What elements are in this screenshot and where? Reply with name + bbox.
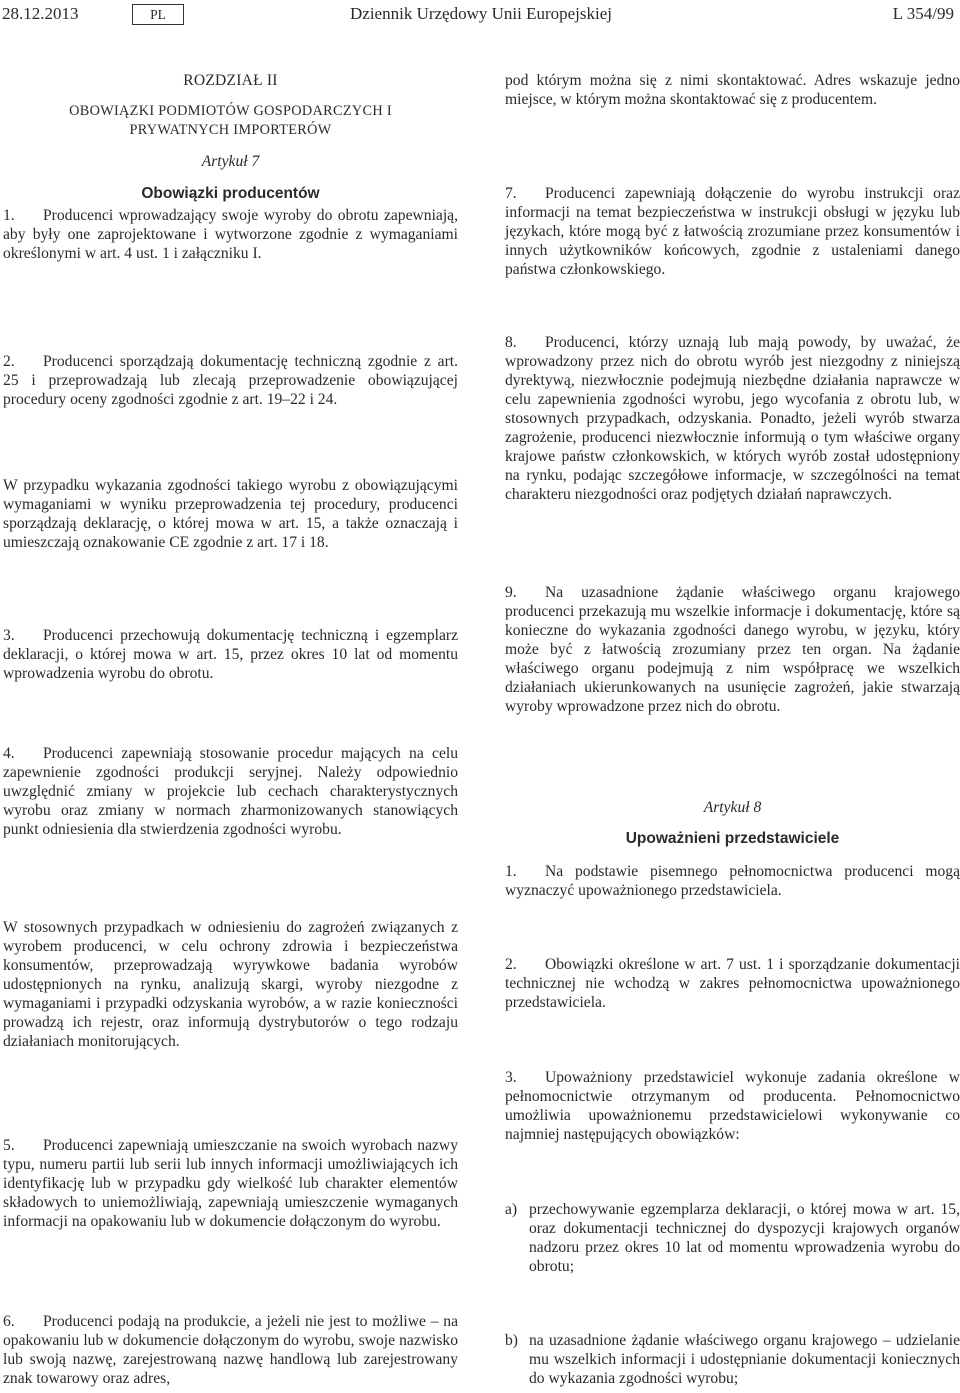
para-number: 2.: [505, 956, 517, 973]
article-7-para-9: [505, 583, 960, 716]
para-text: Producenci zapewniają umieszczanie na swoich wyrobach nazwy typu, numeru partii lub serii lub innych informacji umożliwiających ich identyfikację lub w przypadku gdy wielkość lub charakter elementów składowych to uniemożliwiają, zapewniają umieszczenie wymaganych informacji na opakowaniu lub w dokumencie dołączonym do wyrobu.: [3, 1137, 458, 1230]
para-number: 4.: [3, 745, 15, 762]
article-7-para-6: [3, 1312, 458, 1388]
chapter-label: ROZDZIAŁ II: [183, 72, 278, 89]
para-text: W przypadku wykazania zgodności takiego wyrobu z obowiązującymi wymaganiami w wyniku przeprowadzenia tej procedury, producenci sporządzają deklarację, o której mowa w art. 15, a także oznaczają i umieszczają oznakowanie CE zgodnie z art. 17 i 18.: [3, 477, 458, 551]
para-number: 8.: [505, 334, 517, 351]
para-number: 3.: [505, 1069, 517, 1086]
article-8-para-2: [505, 955, 960, 1012]
para-text: pod którym można się z nimi skontaktować. Adres wskazuje jedno miejsce, w którym można skontaktować się z producentem.: [505, 72, 960, 108]
article-7-para-4: [3, 744, 458, 839]
para-text: Producenci sporządzają dokumentację techniczną zgodnie z art. 25 i przeprowadzają lub zlecają przeprowadzenie obowiązującej procedury oceny zgodności zgodnie z art. 19–22 i 24.: [3, 353, 458, 408]
article-8-title: Upoważnieni przedstawiciele: [625, 830, 840, 847]
chapter-title-line2: PRYWATNYCH IMPORTERÓW: [129, 122, 332, 138]
para-number: 2.: [3, 353, 15, 370]
para-text: Obowiązki określone w art. 7 ust. 1 i sporządzanie dokumentacji technicznej nie wchodzą w zakres pełnomocnictwa upoważnionego przedstawiciela.: [505, 956, 960, 1011]
para-number: 7.: [505, 185, 517, 202]
article-7-para-4-continued: [3, 918, 458, 1051]
para-text: Producenci wprowadzający swoje wyroby do obrotu zapewniają, aby były one zaprojektowane i wytworzone zgodnie z wymaganiami określonymi w art. 4 ust. 1 i załączniku I.: [3, 207, 458, 262]
article-8-para-3: [505, 1068, 960, 1144]
journal-title: Dziennik Urzędowy Unii Europejskiej: [350, 4, 613, 23]
article-8-label: Artykuł 8: [703, 799, 762, 816]
para-number: 5.: [3, 1137, 15, 1154]
language-badge: PL: [132, 4, 184, 25]
para-number: 9.: [505, 584, 517, 601]
article-8-para-1: [505, 862, 960, 900]
list-item-label: b): [505, 1332, 518, 1349]
article-7-label: Artykuł 7: [201, 153, 260, 170]
page-number: L 354/99: [892, 4, 954, 23]
para-text: Producenci przechowują dokumentację techniczną i egzemplarz deklaracji, o której mowa w art. 15, przez okres 10 lat od momentu wprowadzenia wyrobu do obrotu.: [3, 627, 458, 682]
para-number: 3.: [3, 627, 15, 644]
article-7-para-6-continued: [505, 71, 960, 109]
article-7-para-8: [505, 333, 960, 504]
para-text: Na uzasadnione żądanie właściwego organu krajowego producenci przekazują mu wszelkie informacje i dokumentację, które są konieczne do wykazania zgodności danego wyrobu, w języku, który może być z łatwością zrozumiany przez ten organ. Na żądanie właściwego organu podejmują z nim współpracę we wszelkich działaniach ukierunkowanych na usunięcie zagrożeń, jakie stwarzają wyroby wprowadzone przez nich do obrotu.: [505, 584, 960, 715]
list-item-text: na uzasadnione żądanie właściwego organu krajowego – udzielanie mu wszelkich informacji i udostępnianie dokumentacji koniecznych do wykazania zgodności wyrobu;: [529, 1332, 960, 1387]
para-text: Producenci podają na produkcie, a jeżeli nie jest to możliwe – na opakowaniu lub w dokumencie dołączonym do wyrobu, swoje nazwisko lub swoją nazwę, zarejestrowaną nazwę handlową lub zarejestrowany znak towarowy oraz adres,: [3, 1313, 458, 1387]
list-item-label: a): [505, 1201, 518, 1218]
list-item-text: przechowywanie egzemplarza deklaracji, o której mowa w art. 15, oraz dokumentacji technicznej do dyspozycji krajowych organów nadzoru przez okres 10 lat od momentu wprowadzenia wyrobu do obrotu;: [529, 1201, 960, 1275]
para-number: 1.: [505, 863, 517, 880]
para-text: Upoważniony przedstawiciel wykonuje zadania określone w pełnomocnictwie otrzymanym od producenta. Pełnomocnictwo umożliwia upoważnionemu przedstawicielowi wykonywanie co najmniej następujących obowiązków:: [505, 1069, 960, 1143]
publication-date: 28.12.2013: [2, 4, 79, 23]
para-number: 6.: [3, 1313, 15, 1330]
para-number: 1.: [3, 207, 15, 224]
article-7-para-5: [3, 1136, 458, 1231]
para-text: Producenci zapewniają dołączenie do wyrobu instrukcji oraz informacji na temat bezpieczeństwa w instrukcji obsługi w języku lub językach, które mogą być z łatwością zrozumiane przez konsumentów i innych użytkowników końcowych, zgodnie z ustaleniami danego państwa członkowskiego.: [505, 185, 960, 278]
article-7-para-3: [3, 626, 458, 683]
article-7-para-1: [3, 206, 458, 263]
article-7-para-2-continued: [3, 476, 458, 552]
article-7-title: Obowiązki producentów: [141, 185, 320, 202]
list-item: [505, 1200, 960, 1276]
article-7-para-2: [3, 352, 458, 409]
chapter-title-line1: OBOWIĄZKI PODMIOTÓW GOSPODARCZYCH I: [69, 103, 392, 119]
para-text: W stosownych przypadkach w odniesieniu do zagrożeń związanych z wyrobem producenci, w celu ochrony zdrowia i bezpieczeństwa konsumentów, przeprowadzają wyrywkowe badania wyrobów udostępnionych na rynku, analizują skargi, wyroby niezgodne z wymaganiami i przypadki odzyskania wyrobów, a w razie konieczności prowadzą ich rejestr, oraz informują dystrybutorów o tego rodzaju działaniach monitorujących.: [3, 919, 458, 1050]
para-text: Producenci, którzy uznają lub mają powody, by uważać, że wprowadzony przez nich do obrotu wyrób jest niezgodny z niniejszą dyrektywą, niezwłocznie podejmują niezbędne działania naprawcze w celu zapewnienia zgodności wyrobu, jego wycofania z obrotu lub, w stosownych przypadkach, odzyskania. Ponadto, jeżeli wyrób stwarza zagrożenie, producenci niezwłocznie informują o tym właściwe organy krajowe państw członkowskich, w których wyrób został udostępniony na rynku, podając szczegółowe informacje, w szczególności na temat charakteru niezgodności oraz podjętych działań naprawczych.: [505, 334, 960, 503]
para-text: Na podstawie pisemnego pełnomocnictwa producenci mogą wyznaczyć upoważnionego przedstawiciela.: [505, 863, 960, 899]
para-text: Producenci zapewniają stosowanie procedur mających na celu zapewnienie zgodności produkcji seryjnej. Należy odpowiednio uwzględnić zmiany w projekcie lub cechach charakterystycznych wyrobu oraz zmiany w normach zharmonizowanych stanowiących punkt odniesienia dla stwierdzenia zgodności wyrobu.: [3, 745, 458, 838]
page-header: [0, 4, 960, 26]
list-item: [505, 1331, 960, 1388]
article-7-para-7: [505, 184, 960, 279]
